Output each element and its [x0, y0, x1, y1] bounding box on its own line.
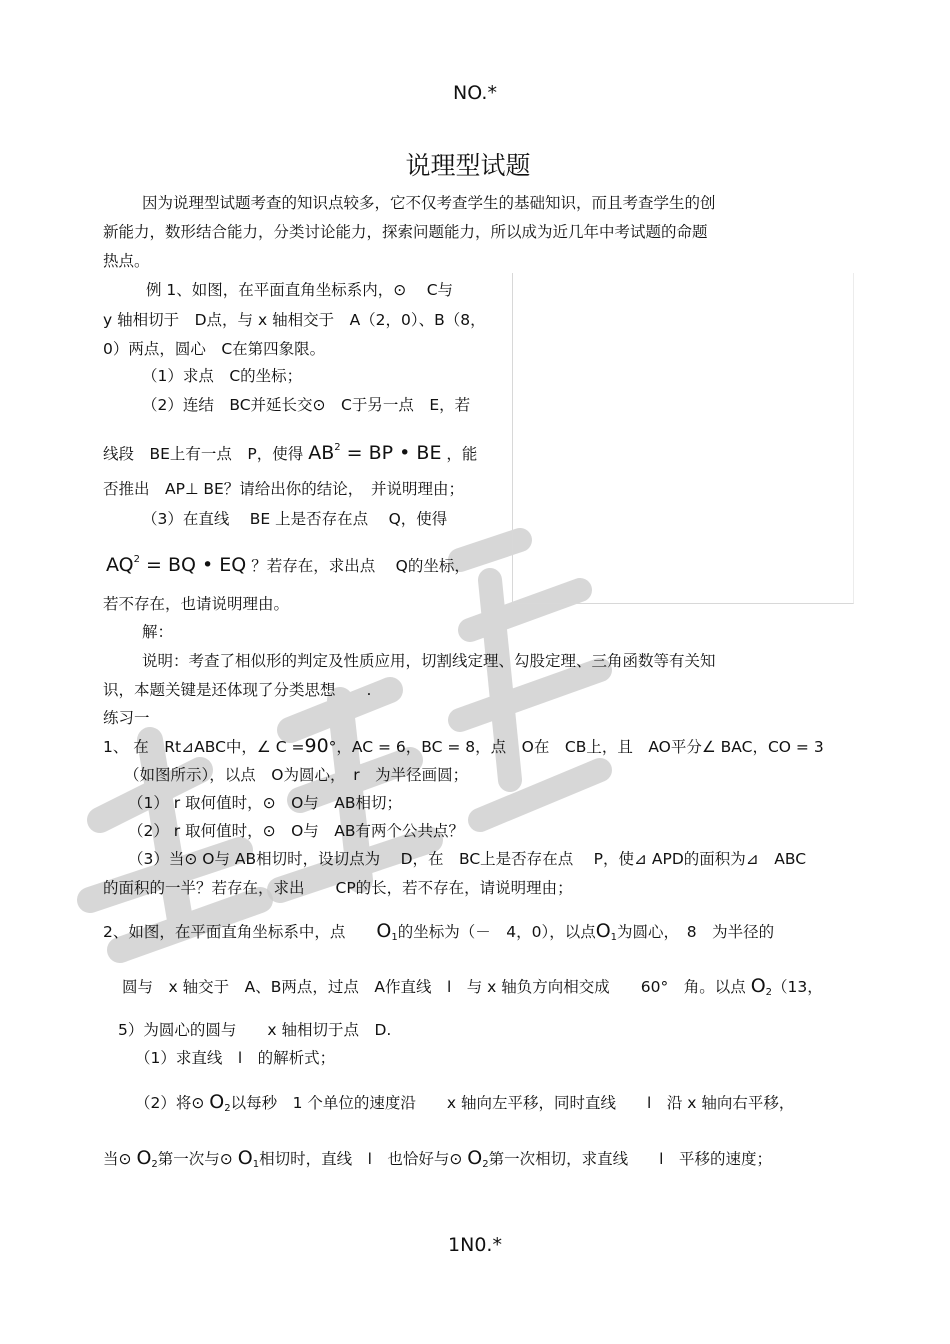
o1-symbol: $O_1$: [376, 920, 398, 943]
example1-line-7: 否推出 AP⊥ BE？请给出你的结论， 并说明理由；: [103, 480, 465, 498]
intro-line-3: 热点。: [103, 252, 150, 270]
problem1-question-3a: （3）当⊙ O与 AB相切时，设切点为 D，在 BC上是否存在点 P，使⊿ APD的面积为⊿ ABC: [128, 850, 807, 868]
example1-line-3: 0）两点，圆心 C在第四象限。: [103, 340, 326, 358]
equation-ab-squared: $AB^2$ = BP • BE: [308, 442, 442, 464]
problem1-line-2: （如图所示），以点 O为圆心， r 为半径画圆；: [124, 766, 469, 784]
example1-line-10: 若不存在，也请说明理由。: [103, 595, 290, 613]
problem2-question-1: （1）求直线 l 的解析式；: [135, 1049, 336, 1067]
problem1-question-1: （1） r 取何值时，⊙ O与 AB相切；: [128, 794, 403, 812]
page-footer: 1N0.*: [448, 1234, 502, 1256]
example1-line-2: y 轴相切于 D点，与 x 轴相交于 A（2，0）、B（8，: [103, 311, 486, 329]
page-header: NO.*: [453, 82, 497, 104]
document-title: 说理型试题: [405, 151, 531, 180]
problem2-question-3: 当⊙ $O_2$第一次与⊙ $O_1$相切时，直线 l 也恰好与⊙ $O_2$第一次相切，求直线 l 平移的速度；: [103, 1147, 772, 1170]
o1-symbol: $O_1$: [595, 920, 618, 943]
solution-label: 解：: [142, 623, 174, 641]
o2-symbol: $O_2$: [750, 975, 773, 998]
problem2-line-1: 2、如图，在平面直角坐标系中，点 $O_1$的坐标为（－ 4，0），以点$O_1$为圆心， 8 为半径的: [103, 920, 775, 943]
example1-line-6-text: 线段 BE上有一点 P，使得: [103, 445, 304, 463]
note-line-1: 说明：考查了相似形的判定及性质应用，切割线定理、勾股定理、三角函数等有关知: [142, 652, 716, 670]
example1-line-1: 例 1、如图，在平面直角坐标系内，⊙ C与: [146, 281, 454, 299]
example1-question-2: （2）连结 BC并延长交⊙ C于另一点 E，若: [142, 396, 471, 414]
problem2-line-3: 5）为圆心的圆与 x 轴相切于点 D.: [118, 1021, 392, 1039]
note-line-2: 识，本题关键是还体现了分类思想 .: [103, 681, 372, 699]
figure-placeholder: [512, 273, 854, 604]
intro-line-1: 因为说理型试题考查的知识点较多，它不仅考查学生的基础知识，而且考查学生的创: [142, 194, 716, 212]
o2-symbol: $O_2$: [209, 1091, 231, 1114]
problem2-line-2: 圆与 x 轴交于 A、B两点，过点 A作直线 l 与 x 轴负方向相交成 60° 角。以点 $O_2(13$，: [122, 975, 823, 998]
problem2-question-2: （2）将⊙ $O_2$以每秒 1 个单位的速度沿 x 轴向左平移，同时直线 l 沿 x 轴向右平移，: [135, 1091, 795, 1114]
example1-line-9-tail: ？若存在，求出点 Q的坐标，: [251, 557, 470, 575]
problem1-question-3b: 的面积的一半？若存在，求出 CP的长，若不存在，请说明理由；: [103, 879, 573, 897]
example1-question-3: （3）在直线 BE 上是否存在点 Q，使得: [142, 510, 448, 528]
example1-line-6: [103, 438, 477, 464]
o2-symbol: $O_2$: [136, 1147, 158, 1170]
example1-line-6-tail: ，能: [446, 445, 478, 463]
o2-symbol: $O_2$: [467, 1147, 489, 1170]
equation-aq-squared: $AQ^2$ = BQ • EQ: [106, 554, 247, 576]
example1-question-1: （1）求点 C的坐标；: [142, 367, 303, 385]
problem1-question-2: （2） r 取何值时，⊙ O与 AB有两个公共点？: [128, 822, 465, 840]
o1-symbol: $O_1$: [237, 1147, 260, 1170]
exercise-title: 练习一: [103, 709, 150, 727]
problem1-line-1: 1、 在 Rt⊿ABC中，∠ C =90°，AC = 6，BC = 8，点 O在 CB上，且 AO平分∠ BAC，CO = 3: [103, 735, 824, 757]
intro-line-2: 新能力，数形结合能力，分类讨论能力，探索问题能力，所以成为近几年中考试题的命题: [103, 223, 708, 241]
example1-line-9: [106, 550, 470, 576]
